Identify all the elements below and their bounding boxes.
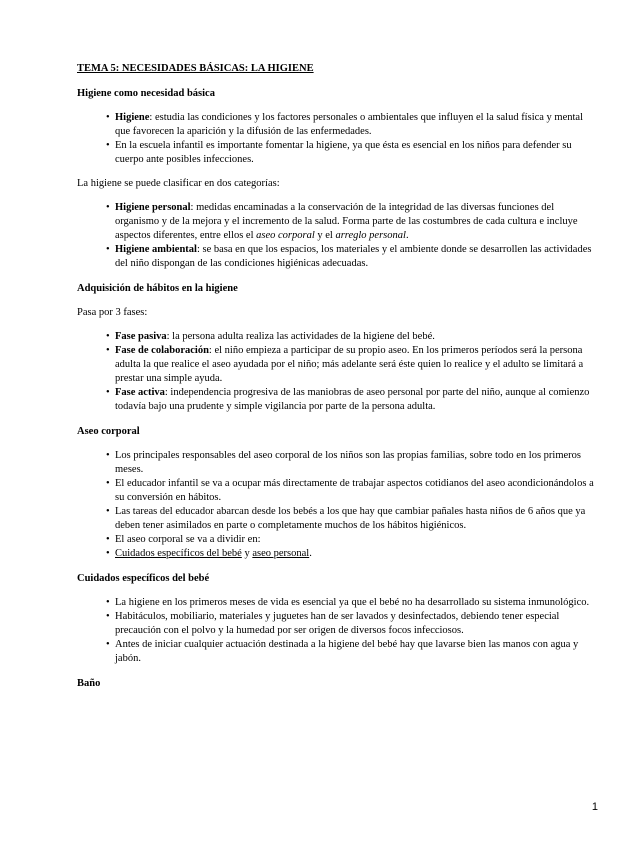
document-title: TEMA 5: NECESIDADES BÁSICAS: LA HIGIENE	[77, 63, 314, 74]
paragraph-clasificacion: La higiene se puede clasificar en dos categorías:	[77, 178, 280, 189]
section-heading-cuidados: Cuidados específicos del bebé	[77, 573, 210, 584]
section-heading-higiene-necesidad: Higiene como necesidad básica	[77, 88, 215, 99]
item-text: Habitáculos, mobiliario, materiales y juguetes han de ser lavados y desinfectados, debiendo tener especial precaución con el polvo y la humedad por ser origen de diversos focos infecciosos.	[115, 611, 560, 636]
item-text: La higiene en los primeros meses de vida es esencial ya que el bebé no ha desarrollado su sistema inmunológico.	[115, 597, 590, 608]
term: Fase activa	[115, 387, 165, 398]
bullet-list-clasificacion	[77, 201, 597, 271]
list-item	[77, 344, 597, 386]
link-aseo-personal[interactable]: aseo personal	[252, 548, 310, 559]
list-item	[77, 596, 597, 610]
list-item	[77, 638, 597, 666]
term: Higiene personal	[115, 202, 191, 213]
list-item	[77, 505, 597, 533]
section-heading-habitos: Adquisición de hábitos en la higiene	[77, 283, 238, 294]
bullet-list-higiene-necesidad	[77, 111, 597, 167]
list-item	[77, 477, 597, 505]
section-heading-bano: Baño	[77, 678, 101, 689]
list-item	[77, 547, 597, 561]
italic-term: aseo corporal	[256, 230, 315, 241]
item-text: El educador infantil se va a ocupar más directamente de trabajar aspectos cotidianos del aseo acondicionándolos a su conversión en hábitos.	[115, 478, 594, 503]
item-text: .	[309, 548, 312, 559]
bullet-list-cuidados	[77, 596, 597, 666]
item-text: : la persona adulta realiza las actividades de la higiene del bebé.	[166, 331, 435, 342]
page-number: 1	[591, 801, 598, 813]
list-item	[77, 533, 597, 547]
term: Fase pasiva	[115, 331, 167, 342]
term: Higiene	[115, 112, 150, 123]
item-text: : estudia las condiciones y los factores personales o ambientales que influyen el la salud física y mental que favorecen la aparición y la difusión de las enfermedades.	[115, 112, 583, 137]
section-heading-aseo: Aseo corporal	[77, 426, 140, 437]
paragraph-fases: Pasa por 3 fases:	[77, 307, 148, 318]
document-body	[77, 62, 597, 701]
item-text: Los principales responsables del aseo corporal de los niños son las propias familias, sobre todo en los primeros meses.	[115, 450, 581, 475]
item-text: : se basa en que los espacios, los materiales y el ambiente donde se desarrollen las actividades del niño dispongan de las condiciones higiénicas adecuadas.	[115, 244, 592, 269]
link-cuidados-bebe[interactable]: Cuidados específicos del bebé	[115, 548, 242, 559]
italic-term: arreglo personal	[335, 230, 406, 241]
list-item	[77, 449, 597, 477]
bullet-list-habitos	[77, 330, 597, 414]
list-item	[77, 243, 597, 271]
list-item	[77, 201, 597, 243]
term: Higiene ambiental	[115, 244, 197, 255]
item-text: .	[405, 230, 409, 241]
item-text: Antes de iniciar cualquier actuación destinada a la higiene del bebé hay que lavarse bien las manos con agua y jabón.	[115, 639, 579, 664]
item-text: y el	[314, 230, 336, 241]
item-text: : independencia progresiva de las maniobras de aseo personal por parte del niño, aunque al comienzo todavía bajo una prudente y simple vigilancia por parte de la persona adulta.	[115, 387, 590, 412]
list-item	[77, 386, 597, 414]
list-item	[77, 111, 597, 139]
bullet-list-aseo	[77, 449, 597, 561]
item-text: : medidas encaminadas a la conservación de la integridad de las diversas funciones del organismo y de la mejora y el incremento de la salud. Forma parte de las costumbres de cada cultura e incluye aspectos diferentes, entre ellos el	[115, 202, 578, 241]
item-text: Las tareas del educador abarcan desde los bebés a los que hay que cambiar pañales hasta niños de 6 años que ya deben tener asimilados en parte o completamente muchos de los hábitos higiénicos.	[115, 506, 586, 531]
list-item	[77, 330, 597, 344]
item-text: : el niño empieza a participar de su propio aseo. En los primeros períodos será la persona adulta la que realice el aseo ayudada por el niño; más adelante será éste quien lo realice y el adulto se limitará a prestar una simple ayuda.	[115, 345, 584, 384]
item-text: y	[241, 548, 253, 559]
item-text: El aseo corporal se va a dividir en:	[115, 534, 261, 545]
term: Fase de colaboración	[115, 345, 209, 356]
list-item	[77, 139, 597, 167]
item-text: En la escuela infantil es importante fomentar la higiene, ya que ésta es esencial en los niños para defender su cuerpo ante posibles infecciones.	[115, 140, 572, 165]
list-item	[77, 610, 597, 638]
